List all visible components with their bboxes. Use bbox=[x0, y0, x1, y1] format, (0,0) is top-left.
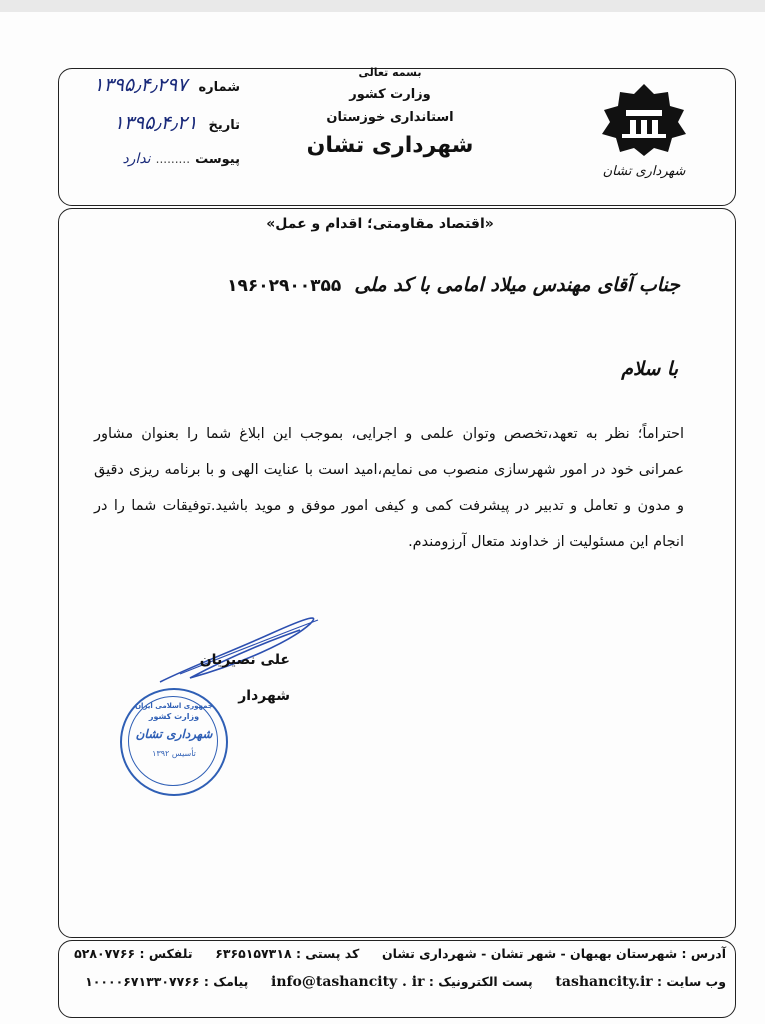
attachment-value: ندارد bbox=[122, 151, 151, 167]
stamp-line-municipality: شهرداری تشان bbox=[135, 727, 213, 741]
footer-row-1 bbox=[66, 946, 726, 961]
recipient-line bbox=[227, 274, 680, 296]
attachment-label: پیوست bbox=[195, 152, 240, 167]
website-value[interactable]: tashancity.ir bbox=[555, 974, 653, 990]
stamp-line-founded: تأسیس ۱۳۹۲ bbox=[152, 749, 196, 758]
national-code: ۱۹۶۰۲۹۰۰۳۵۵ bbox=[227, 276, 342, 296]
fax-label: تلفکس : bbox=[139, 946, 193, 961]
address-label: آدرس : bbox=[681, 946, 726, 961]
signer-name: علی نصیریان bbox=[199, 652, 290, 668]
letter-date-row bbox=[60, 112, 240, 136]
number-value: ۱۳۹۵٫۴٫۲۹۷ bbox=[93, 74, 188, 96]
letter-number-row bbox=[60, 74, 240, 98]
email-label: پست الکترونیک : bbox=[428, 974, 533, 989]
letter-body-box bbox=[58, 208, 736, 938]
letterhead-titles bbox=[290, 68, 490, 158]
logo-caption: شهرداری تشان bbox=[602, 164, 686, 179]
fax-value: ۵۲۸۰۷۷۶۶ bbox=[74, 946, 136, 961]
official-stamp bbox=[120, 688, 228, 796]
recipient-name: جناب آقای مهندس میلاد امامی با کد ملی bbox=[354, 274, 680, 296]
postal-label: کد پستی : bbox=[295, 946, 360, 961]
address-value: شهرستان بهبهان - شهر تشان - شهرداری تشان bbox=[382, 946, 678, 961]
letter-attachment-row: پیوست ......... ندارد bbox=[122, 151, 240, 167]
sms-value: ۱۰۰۰۰۶۷۱۳۳۰۷۷۶۶ bbox=[85, 974, 200, 989]
municipality-logo bbox=[592, 82, 696, 186]
stamp-line-ministry: وزارت کشور bbox=[148, 712, 200, 721]
sms-label: پیامک : bbox=[203, 974, 249, 989]
stamp-line-country: جمهوری اسلامی ایران bbox=[135, 702, 213, 710]
greeting: با سلام bbox=[621, 358, 678, 380]
letter-page bbox=[0, 12, 765, 1024]
email-value[interactable]: info@tashancity . ir bbox=[271, 974, 425, 990]
date-value: ۱۳۹۵٫۴٫۲۱ bbox=[113, 112, 198, 134]
postal-value: ۶۳۶۵۱۵۷۳۱۸ bbox=[215, 946, 292, 961]
province-name: استانداری خوزستان bbox=[326, 110, 454, 125]
website-label: وب سایت : bbox=[657, 974, 726, 989]
ministry-name: وزارت کشور bbox=[349, 87, 431, 102]
municipality-name: شهرداری تشان bbox=[306, 133, 474, 158]
letter-paragraph: احتراماً؛ نظر به تعهد،تخصص وتوان علمی و اجرایی، بموجب این ابلاغ شما را بعنوان مشاور عمرانی خود در امور شهرسازی منصوب می نمایم،امید است با عنایت الهی و با برنامه ریزی دقیق و مدون و تعامل و تدبیر در پیشرفت کمی و کیفی امور موفق و موید باشید.توفیقات شما را در انجام این مسئولیت از خداوند متعال آرزومندم. bbox=[94, 426, 684, 550]
number-label: شماره bbox=[198, 80, 240, 95]
basmala: بسمه تعالی bbox=[358, 66, 422, 79]
slogan: «اقتصاد مقاومتی؛ اقدام و عمل» bbox=[266, 216, 494, 232]
signer-title: شهردار bbox=[238, 688, 290, 704]
footer-row-2 bbox=[66, 974, 726, 990]
logo-emblem-icon bbox=[592, 82, 696, 156]
date-label: تاریخ bbox=[208, 118, 240, 133]
